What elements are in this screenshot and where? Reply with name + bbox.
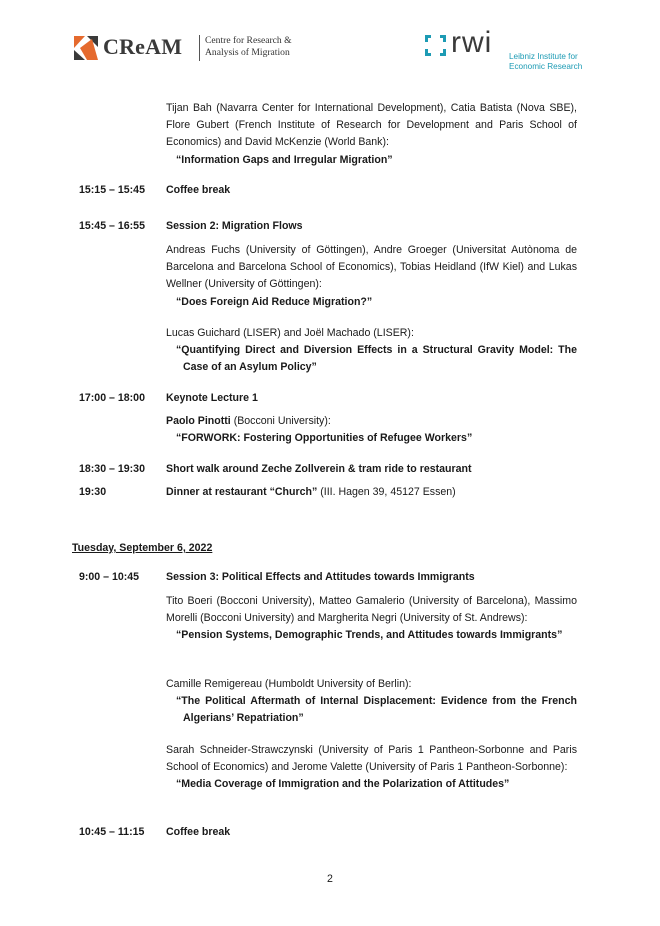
talk-title: “The Political Aftermath of Internal Displacement: Evidence from the French Algerians’ Repatriation” [176, 695, 577, 725]
keynote-speaker: Paolo Pinotti [166, 415, 231, 427]
session-title: Session 3: Political Effects and Attitudes towards Immigrants [166, 571, 475, 583]
talk-title: “Pension Systems, Demographic Trends, and Attitudes towards Immigrants” [176, 629, 563, 642]
session-time: 19:30 [79, 486, 107, 498]
page-header [0, 0, 660, 90]
talk-title: “Media Coverage of Immigration and the Polarization of Attitudes” [176, 778, 510, 791]
keynote-affiliation: (Bocconi University): [230, 415, 331, 427]
session-title: Keynote Lecture 1 [166, 392, 258, 404]
session-time: 10:45 – 11:15 [79, 826, 145, 838]
logo-divider [199, 35, 200, 61]
talk-authors: Lucas Guichard (LISER) and Joël Machado (LISER): [166, 327, 414, 339]
session-title: Coffee break [166, 184, 231, 196]
keynote-speaker-line [166, 413, 577, 430]
rwi-logo-icon [423, 32, 449, 58]
session-time: 9:00 – 10:45 [79, 571, 140, 583]
session-3-talk-2 [166, 676, 577, 728]
rwi-logo [423, 26, 583, 74]
session-time: 17:00 – 18:00 [79, 392, 145, 404]
talk-authors: Tijan Bah (Navarra Center for International Development), Catia Batista (Nova SBE), Flore Gubert (French Institute of Research for Development and Paris School of Economics) and David McKenzie (World Bank): [166, 102, 577, 149]
rwi-logo-subtitle [509, 52, 582, 72]
session-title: Coffee break [166, 826, 231, 838]
rwi-subtitle-line-2: Economic Research [509, 62, 583, 71]
talk-title: “Information Gaps and Irregular Migration” [176, 153, 393, 166]
keynote-talk [166, 413, 577, 447]
cream-logo-icon [72, 35, 100, 61]
dinner-address: (III. Hagen 39, 45127 Essen) [317, 486, 456, 498]
cream-subtitle-line-1: Centre for Research & [205, 35, 292, 46]
talk-title: “FORWORK: Fostering Opportunities of Refugee Workers” [176, 432, 473, 445]
talk-authors: Andreas Fuchs (University of Göttingen), Andre Groeger (Universitat Autònoma de Barcelona and Barcelona School of Economics), Tobias Heidland (IfW Kiel) and Lukas Wellner (University of Göttingen): [166, 244, 577, 291]
session-title [166, 486, 456, 498]
page-number: 2 [327, 873, 333, 885]
cream-subtitle-line-2: Analysis of Migration [205, 47, 290, 58]
session-time: 15:15 – 15:45 [79, 184, 145, 196]
cream-logo-subtitle [205, 35, 292, 59]
rwi-subtitle-line-1: Leibniz Institute for [509, 52, 578, 61]
talk-authors: Tito Boeri (Bocconi University), Matteo Gamalerio (University of Barcelona), Massimo Morelli (Bocconi University) and Margherita Negri (University of St. Andrews): [166, 595, 577, 625]
rwi-logo-text: rwi [451, 26, 493, 59]
talk-authors: Sarah Schneider-Strawczynski (University of Paris 1 Pantheon-Sorbonne and Paris School of Economics) and Jerome Valette (University of Paris 1 Pantheon-Sorbonne): [166, 744, 577, 774]
talk-title: “Does Foreign Aid Reduce Migration?” [176, 295, 373, 308]
session-2-talk-1 [166, 242, 577, 311]
day-heading: Tuesday, September 6, 2022 [72, 542, 213, 554]
session-2-talk-2 [166, 325, 577, 377]
session-3-talk-1 [166, 593, 577, 645]
session-time: 18:30 – 19:30 [79, 463, 145, 475]
session-title: Session 2: Migration Flows [166, 220, 303, 232]
cream-logo-text: CReAM [103, 34, 183, 59]
talk-title: “Quantifying Direct and Diversion Effects in a Structural Gravity Model: The Case of an Asylum Policy” [176, 344, 577, 374]
talk-authors: Camille Remigereau (Humboldt University of Berlin): [166, 678, 412, 690]
session-time: 15:45 – 16:55 [79, 220, 145, 232]
session-3-talk-3 [166, 742, 577, 794]
dinner-title: Dinner at restaurant “Church” [166, 486, 318, 498]
session-title: Short walk around Zeche Zollverein & tram ride to restaurant [166, 463, 472, 475]
carryover-talk [166, 100, 577, 169]
